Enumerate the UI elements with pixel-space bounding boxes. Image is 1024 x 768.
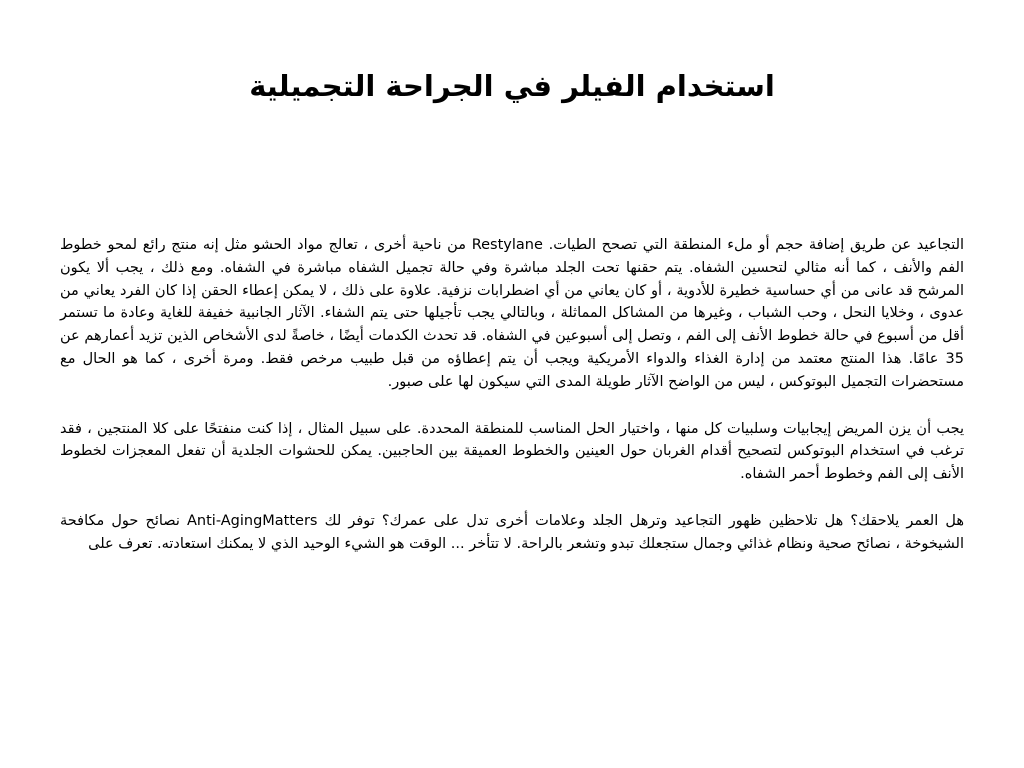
slide-body xyxy=(60,234,964,580)
slide-title: استخدام الفيلر في الجراحة التجميلية xyxy=(249,69,775,103)
paragraph-fillers-restylane: التجاعيد عن طريق إضافة حجم أو ملء المنطقة التي تصحح الطيات. Restylane من ناحية أخرى ، تعالج مواد الحشو مثل إنه منتج رائع لمحو خطوط الفم والأنف ، كما أنه مثالي لتحسين الشفاه. يتم حقنها تحت الجلد مباشرة وفي حالة تجميل الشفاه مباشرة في الشفاه. ومع ذلك ، يجب ألا يكون المرشح قد عانى من أي حساسية خطيرة للأدوية ، أو كان يعاني من أي اضطرابات نزفية. علاوة على ذلك ، لا يمكن إعطاء الحقن إذا كان الفرد يعاني من عدوى ، وخلايا النحل ، وحب الشباب ، وغيرها من المشاكل المماثلة ، وبالتالي يجب تأجيلها حتى يتم الشفاء. الآثار الجانبية خفيفة للغاية وعادة ما تستمر أقل من أسبوع في حالة خطوط الأنف إلى الفم ، وتصل إلى أسبوعين في الشفاه. قد تحدث الكدمات أيضًا ، خاصةً لدى الأشخاص الذين تزيد أعمارهم عن 35 عامًا. هذا المنتج معتمد من إدارة الغذاء والدواء الأمريكية ويجب أن يتم إعطاؤه من قبل طبيب مرخص فقط. ومرة أخرى ، كما هو الحال مع مستحضرات التجميل البوتوكس ، ليس من الواضح الآثار طويلة المدى التي سيكون لها على صبور. xyxy=(60,237,965,390)
paragraph-anti-aging: هل العمر يلاحقك؟ هل تلاحظين ظهور التجاعيد وترهل الجلد وعلامات أخرى تدل على عمرك؟ توفر لك Anti-AgingMatters نصائح حول مكافحة الشيخوخة ، نصائح صحية ونظام غذائي وجمال ستجعلك تبدو وتشعر بالراحة. لا تتأخر ... الوقت هو الشيء الوحيد الذي لا يمكنك استعادته. تعرف على xyxy=(60,512,964,552)
paragraph-choosing-solution: يجب أن يزن المريض إيجابيات وسلبيات كل منها ، واختيار الحل المناسب للمنطقة المحددة. على سبيل المثال ، إذا كنت منفتحًا على كلا المنتجين ، فقد ترغب في استخدام البوتوكس لتصحيح أقدام الغربان حول العينين والخطوط العميقة بين الحاجبين. يمكن للحشوات الجلدية أن تفعل المعجزات لخطوط الأنف إلى الفم وخطوط أحمر الشفاه. xyxy=(60,420,964,483)
